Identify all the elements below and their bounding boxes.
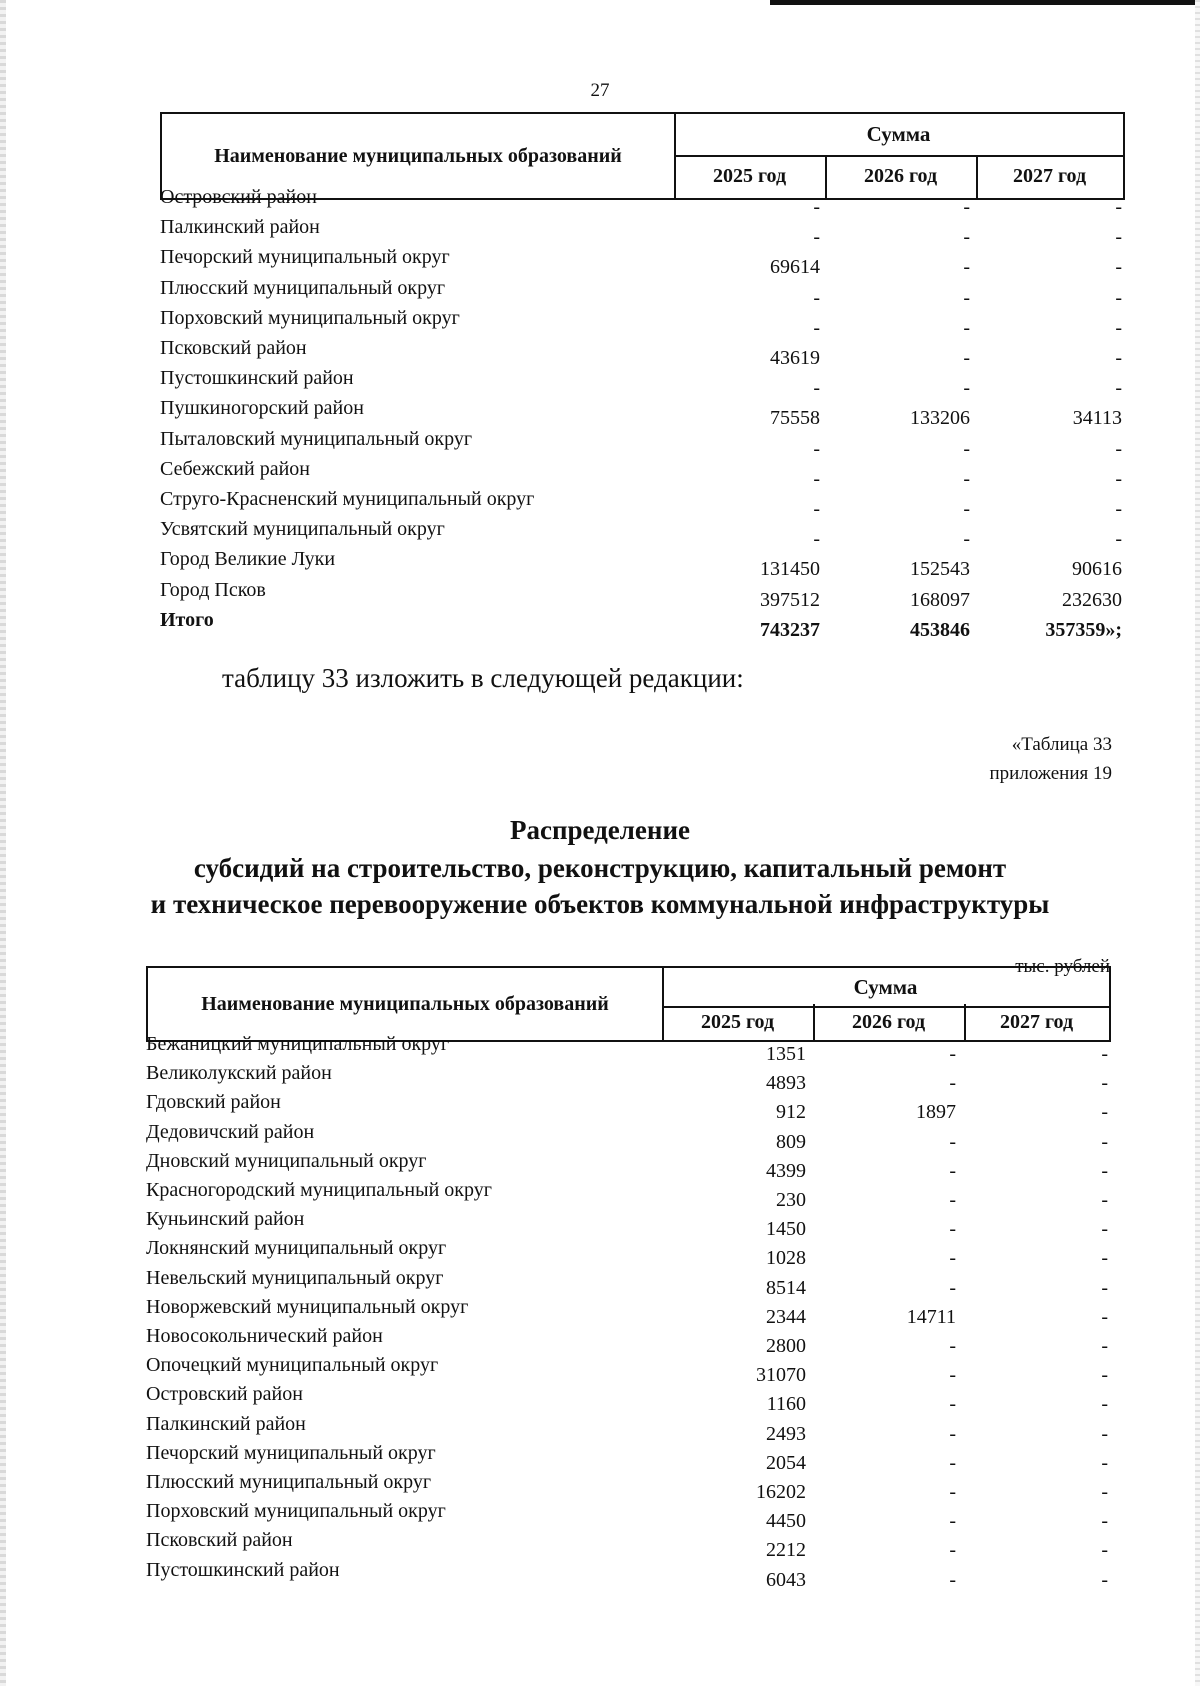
value-2026: - [949,1481,956,1503]
column-header-2025: 2025 год [674,155,827,198]
row-name: Локнянский муниципальный округ [146,1237,447,1260]
table-row [160,367,1125,400]
title-line-1: Распределение [509,815,691,845]
value-2027: - [1101,1101,1108,1124]
value-2026: - [949,1510,956,1533]
unit-label: тыс. рублей [1015,956,1110,977]
value-2027: - [1115,498,1122,520]
value-2025: 2212 [766,1539,806,1562]
value-2027: - [1115,347,1122,369]
row-name: Новосокольнический район [146,1325,383,1347]
value-2025: - [813,528,820,551]
value-2026: - [949,1189,956,1211]
value-2027: - [1101,1072,1108,1095]
value-2026: - [949,1130,956,1153]
value-2027: - [1101,1451,1108,1474]
value-2025: 69614 [770,256,820,279]
column-header-sum: Сумма [662,968,1109,1008]
table-row [146,1267,1111,1297]
column-header-name: Наименование муниципальных образований [148,968,664,1040]
value-2026: - [963,196,970,218]
column-header-2027: 2027 год [1012,165,1087,187]
value-2025: 1450 [766,1218,806,1241]
value-2027: - [1101,1335,1108,1357]
table-row [160,216,1125,249]
row-name: Итого [160,608,214,631]
row-name: Бежаницкий муниципальный округ [146,1033,450,1055]
instruction-text: таблицу 33 изложить в следующей редакции: [222,663,744,693]
value-2026: - [963,528,970,551]
title-line-2: субсидий на строительство, реконструкцию, капитальный ремонт [193,853,1007,883]
value-2025: 4893 [766,1072,806,1095]
table-row [146,1354,1111,1387]
row-name: Куньинский район [146,1208,305,1231]
value-2025: 2054 [766,1451,806,1474]
value-2027: - [1115,377,1122,400]
value-2027: - [1115,528,1122,551]
value-2025: 6043 [766,1568,806,1591]
value-2026: - [963,377,970,400]
value-2027: 232630 [1062,588,1122,611]
value-2027: - [1115,286,1122,309]
value-2027: - [1101,1043,1108,1065]
table-row [146,1237,1111,1270]
row-name: Псковский район [146,1529,293,1552]
column-header-2027: 2027 год [999,1010,1074,1033]
table-reference: «Таблица 33 [1011,734,1112,755]
value-2026: - [949,1393,956,1416]
value-2026: 168097 [910,588,970,611]
table-row [160,307,1125,337]
value-2025: - [813,467,820,490]
row-name: Красногородский муниципальный округ [146,1179,492,1201]
value-2026: - [963,498,970,520]
row-name: Струго-Красненский муниципальный округ [160,488,535,510]
value-2025: - [813,316,820,339]
table-row [146,1471,1111,1501]
row-name: Гдовский район [146,1091,281,1114]
value-2025: 75558 [770,407,820,430]
table-row [146,1383,1111,1416]
row-name: Невельский муниципальный округ [146,1266,444,1289]
row-name: Печорский муниципальный округ [160,246,450,269]
row-name: Великолукский район [146,1062,332,1085]
table-row [160,428,1125,458]
table-row [160,579,1125,609]
table-row [160,548,1125,581]
value-2025: 2800 [766,1335,806,1357]
value-2025: 743237 [760,618,820,641]
value-2025: 2344 [766,1305,806,1328]
value-2026: - [949,1276,956,1299]
value-2026: - [963,347,970,369]
value-2025: - [813,377,820,400]
table-row [146,1529,1111,1562]
value-2027: - [1101,1247,1108,1270]
column-header-2025: 2025 год [662,1004,815,1040]
row-name: Пыталовский муниципальный округ [160,427,473,450]
value-2026: - [949,1539,956,1562]
table-header [146,966,1111,1042]
row-name: Палкинский район [146,1412,306,1435]
table-row [146,1179,1111,1209]
column-header-2026: 2026 год [813,1004,966,1040]
value-2025: 1160 [766,1393,806,1416]
table-row [160,488,1125,518]
value-2025: 16202 [756,1481,806,1503]
row-name: Порховский муниципальный округ [146,1500,446,1523]
row-name: Пушкиногорский район [160,397,364,420]
table-row [146,1559,1111,1589]
value-2025: 1351 [766,1043,806,1065]
value-2027: - [1101,1481,1108,1503]
row-name: Островский район [160,186,317,208]
page-number: 27 [590,80,610,101]
table-row [160,277,1125,307]
value-2026: - [949,1072,956,1095]
value-2026: - [949,1043,956,1065]
table-row [146,1413,1111,1443]
row-name: Город Великие Луки [160,548,336,571]
value-2026: - [949,1422,956,1445]
table-row [160,397,1125,430]
value-2026: - [949,1335,956,1357]
row-name: Пустошкинский район [160,367,354,390]
row-name: Город Псков [160,578,266,601]
value-2026: 1897 [916,1101,956,1124]
table-row [146,1121,1111,1151]
table-row [160,609,1125,639]
value-2027: - [1101,1568,1108,1591]
row-name: Плюсский муниципальный округ [160,276,446,299]
scan-edge-top [770,0,1200,5]
table-row [160,186,1125,216]
column-header-name: Наименование муниципальных образований [162,114,676,198]
value-2027: - [1101,1422,1108,1445]
value-2025: 131450 [760,558,820,581]
value-2025: - [813,196,820,218]
value-2027: - [1101,1218,1108,1241]
row-name: Новоржевский муниципальный округ [146,1295,469,1318]
table-row [146,1150,1111,1180]
row-name: Усвятский муниципальный округ [160,518,445,541]
table-row [146,1033,1111,1063]
row-name: Порховский муниципальный округ [160,306,460,329]
value-2025: - [813,226,820,249]
value-2026: - [963,467,970,490]
value-2026: - [949,1247,956,1270]
value-2025: 230 [776,1189,806,1211]
row-name: Дедовичский район [146,1120,315,1143]
value-2026: - [949,1218,956,1241]
value-2025: 4399 [766,1159,806,1182]
value-2027: - [1101,1159,1108,1182]
table-row [146,1062,1111,1095]
value-2025: - [813,286,820,309]
table-row [160,518,1125,551]
value-2026: 152543 [910,558,970,581]
value-2026: - [963,256,970,279]
value-2026: - [949,1159,956,1182]
row-name: Островский район [146,1383,303,1406]
value-2025: - [813,498,820,520]
value-2027: - [1101,1539,1108,1562]
value-2026: - [949,1364,956,1387]
value-2027: 34113 [1072,407,1122,430]
value-2027: - [1115,196,1122,218]
value-2026: - [963,316,970,339]
title-line-3: и техническое перевооружение объектов коммунальной инфраструктуры [150,889,1050,919]
value-2025: 43619 [770,347,820,369]
row-name: Пустошкинский район [146,1558,340,1581]
value-2027: - [1115,256,1122,279]
row-name: Опочецкий муниципальный округ [146,1354,439,1377]
column-header-sum: Сумма [674,114,1123,157]
value-2027: - [1115,467,1122,490]
column-header-2026: 2026 год [825,155,978,198]
value-2025: 4450 [766,1510,806,1533]
value-2027: 90616 [1072,558,1122,581]
value-2027: - [1101,1189,1108,1211]
table-row [160,246,1125,279]
table-row [146,1208,1111,1241]
value-2025: - [813,437,820,460]
table-row [146,1500,1111,1533]
row-name: Палкинский район [160,216,320,239]
value-2025: 8514 [766,1276,806,1299]
value-2027: - [1115,316,1122,339]
value-2027: - [1101,1305,1108,1328]
row-name: Себежский район [160,457,310,480]
value-2027: - [1101,1364,1108,1387]
row-name: Дновский муниципальный округ [146,1149,427,1172]
table-row [146,1296,1111,1326]
table-row [160,337,1125,367]
table-row [146,1442,1111,1472]
row-name: Печорский муниципальный округ [146,1441,436,1464]
value-2026: - [963,286,970,309]
value-2026: 453846 [910,618,970,641]
value-2026: - [963,437,970,460]
row-name: Псковский район [160,337,307,359]
value-2027: - [1101,1276,1108,1299]
value-2027: - [1101,1510,1108,1533]
appendix-reference: приложения 19 [989,763,1112,784]
value-2025: 31070 [756,1364,806,1387]
value-2026: - [949,1568,956,1591]
value-2026: - [949,1451,956,1474]
table-row [146,1091,1111,1124]
table-row [146,1325,1111,1355]
value-2025: 809 [776,1130,806,1153]
value-2025: 397512 [760,588,820,611]
value-2026: - [963,226,970,249]
value-2027: - [1101,1393,1108,1416]
value-2025: 2493 [766,1422,806,1445]
value-2026: 133206 [910,407,970,430]
value-2027: 357359»; [1045,618,1122,641]
row-name: Плюсский муниципальный округ [146,1471,432,1493]
value-2027: - [1115,437,1122,460]
value-2025: 1028 [766,1247,806,1270]
value-2027: - [1115,226,1122,249]
value-2027: - [1101,1130,1108,1153]
value-2025: 912 [776,1101,806,1124]
table-row [160,458,1125,488]
value-2026: 14711 [906,1305,956,1328]
